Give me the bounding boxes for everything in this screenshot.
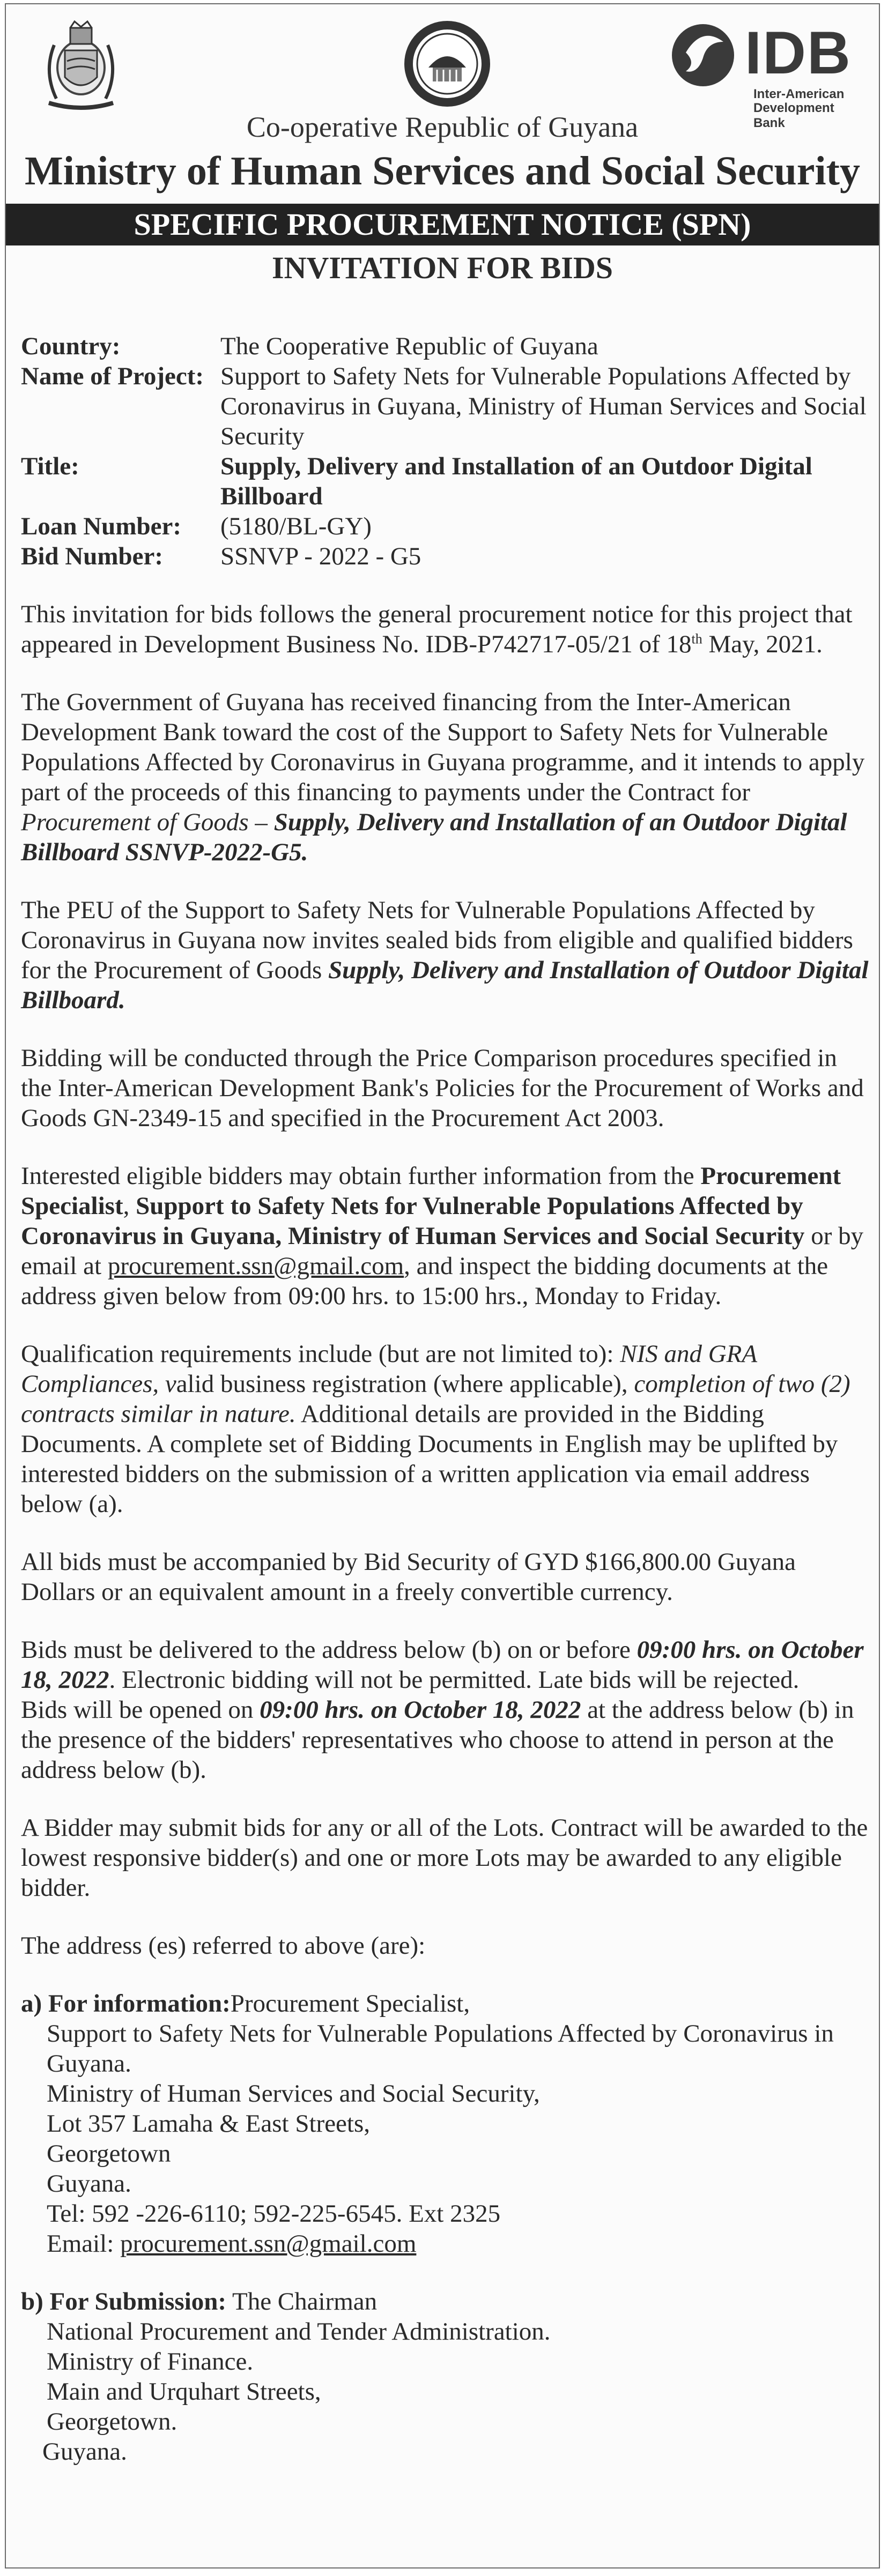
country-value: The Cooperative Republic of Guyana [220,332,598,360]
project-row [21,361,874,451]
paragraph-invitation: The PEU of the Support to Safety Nets for Vulnerable Populations Affected by Coronavirus in Guyana now invites sealed bids from eligible and qualified bidders for the Procurement of Goods Supply, Delivery and Installation of Outdoor Digital Billboard. [21,896,869,1014]
notice-page [5,3,880,2568]
address-email-link[interactable]: procurement.ssn@gmail.com [120,2230,417,2258]
paragraph-addresses-intro: The address (es) referred to above (are): [21,1932,426,1960]
spn-banner: SPECIFIC PROCUREMENT NOTICE (SPN) [6,204,879,245]
country-label: Country: [21,332,121,360]
project-value: Support to Safety Nets for Vulnerable Populations Affected by Coronavirus in Guyana, Ministry of Human Services and Social Security [220,362,867,450]
title-value: Supply, Delivery and Installation of an Outdoor Digital Billboard [220,452,812,510]
title-row [21,451,874,511]
paragraph-information: Interested eligible bidders may obtain further information from the Procurement Specialist, Support to Safety Nets for Vulnerable Populations Affected by Coronavirus in Guyana, Ministry of Human Services and Social Security or by email at procurement.ssn@gmail.com, and inspect the bidding documents at the address given below from 09:00 hrs. to 15:00 hrs., Monday to Friday. [21,1162,864,1310]
email-link[interactable]: procurement.ssn@gmail.com [107,1252,404,1280]
address-b-label: b) For Submission: [21,2288,227,2316]
ministry-heading: Ministry of Human Services and Social Security [25,148,860,193]
idb-subtitle-1: Inter-American [753,87,845,101]
paragraph-procedures: Bidding will be conducted through the Price Comparison procedures specified in the Inter-American Development Bank's Policies for the Procurement of Works and Goods GN-2349-15 and specified in the Procurement Act 2003. [21,1044,864,1132]
paragraph-lots: A Bidder may submit bids for any or all of the Lots. Contract will be awarded to the lowest responsive bidder(s) and one or more Lots may be awarded to any eligible bidder. [21,1814,868,1902]
idb-logo [670,19,863,130]
project-label: Name of Project: [21,362,204,390]
coat-of-arms-icon [33,18,129,115]
invitation-heading: INVITATION FOR BIDS [272,250,613,285]
idb-subtitle-2: Development Bank [753,101,834,130]
paragraph-qualification: Qualification requirements include (but are not limited to): NIS and GRA Compliances, valid business registration (where applicable), completion of two (2) contracts similar in nature. Additional details are provided in the Bidding Documents. A complete set of Bidding Documents in English may be uplifted by interested bidders on the submission of a written application via email address below (a). [21,1340,850,1518]
ministry-seal-icon [402,18,493,109]
paragraph-financing: The Government of Guyana has received financing from the Inter-American Development Bank toward the cost of the Support to Safety Nets for Vulnerable Populations Affected by Coronavirus in Guyana programme, and it intends to apply part of the proceeds of this financing to payments under the Contract for Procurement of Goods – Supply, Delivery and Installation of an Outdoor Digital Billboard SSNVP-2022-G5. [21,688,865,866]
paragraph-deadline: Bids must be delivered to the address below (b) on or before 09:00 hrs. on October 18, 2022. Electronic bidding will not be permitted. Late bids will be rejected. Bids will be opened on 09:00 hrs. on October 18, 2022 at the address below (b) in the presence of the bidders' representatives who choose to attend in person at the address below (b). [21,1636,864,1784]
address-information: a) For information:Procurement Specialist, Support to Safety Nets for Vulnerable Populations Affected by Coronavirus in Guyana. Ministry of Human Services and Social Security, Lot 357 Lamaha & East Streets, Georgetown Guyana. Tel: 592 -226-6110; 592-225-6545. Ext 2325 Email: procurement.ssn@gmail.com [21,1990,834,2258]
loan-value: (5180/BL-GY) [220,512,372,540]
loan-label: Loan Number: [21,512,181,540]
notice-body [21,331,874,2467]
idb-mark-icon [670,20,739,90]
address-submission: b) For Submission: The Chairman National Procurement and Tender Administration. Ministry of Finance. Main and Urquhart Streets, Georgetown. Guyana. [21,2288,551,2466]
loan-row [21,511,874,541]
title-label: Title: [21,452,79,480]
republic-heading: Co-operative Republic of Guyana [246,111,639,143]
bid-row [21,541,874,571]
country-row [21,331,874,361]
idb-name: IDB [745,19,852,86]
bid-value: SSNVP - 2022 - G5 [220,542,421,570]
paragraph-bid-security: All bids must be accompanied by Bid Security of GYD $166,800.00 Guyana Dollars or an equivalent amount in a freely convertible currency. [21,1548,796,1606]
paragraph-gpn: This invitation for bids follows the general procurement notice for this project that appeared in Development Business No. IDB-P742717-05/21 of 18th May, 2021. [21,600,853,658]
bid-label: Bid Number: [21,542,164,570]
address-a-label: a) For information: [21,1990,231,2017]
